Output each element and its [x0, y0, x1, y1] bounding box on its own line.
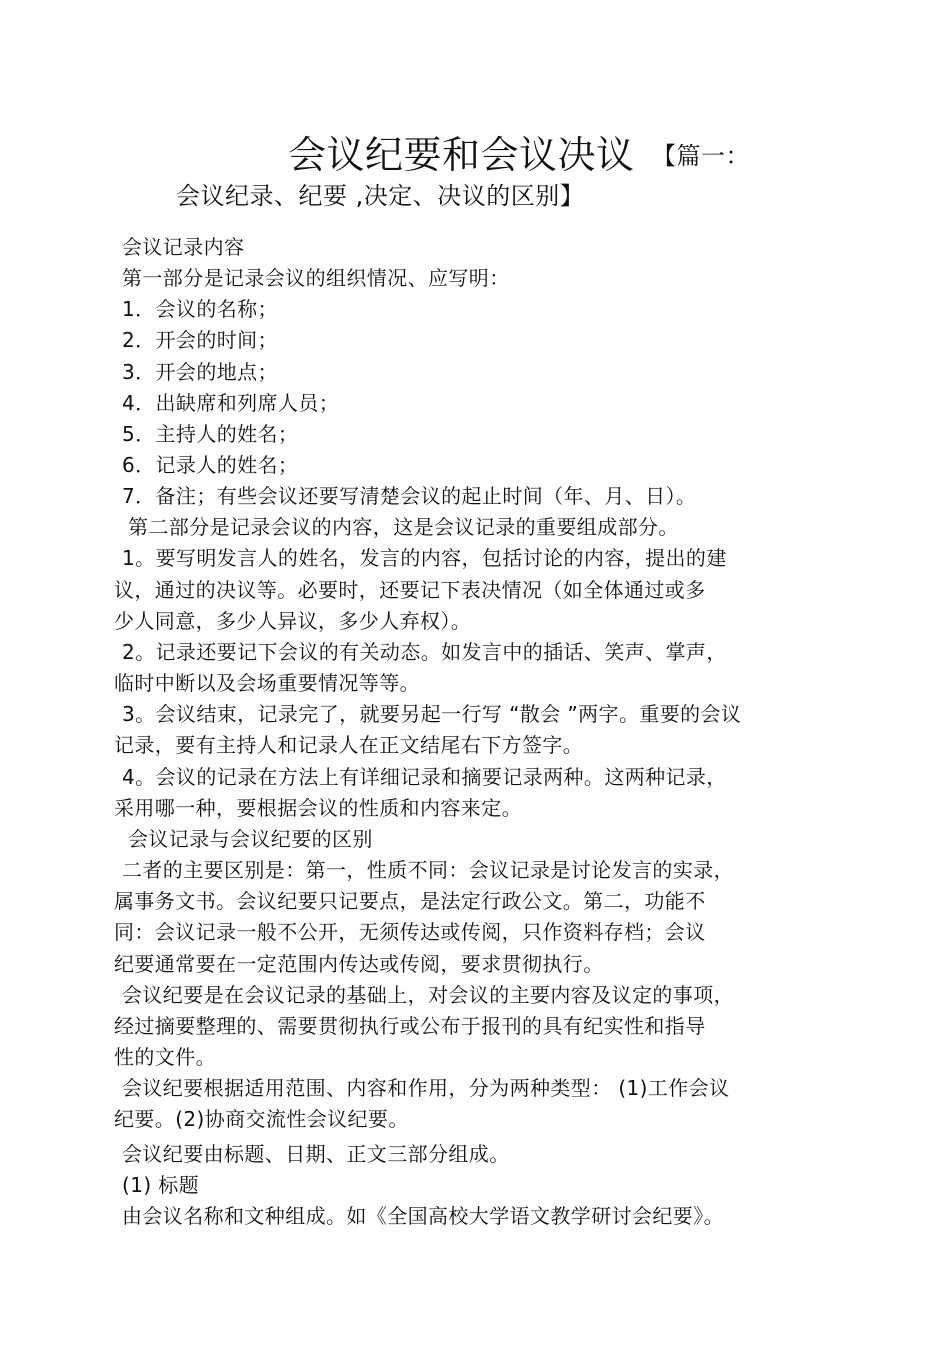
paragraph-line: 临时中断以及会场重要情况等等。 — [114, 671, 420, 695]
paragraph-line: 议，通过的决议等。必要时，还要记下表决情况（如全体通过或多 — [114, 578, 706, 602]
list-item: 3．开会的地点； — [122, 360, 278, 384]
paragraph-line: 性的文件。 — [114, 1045, 216, 1069]
paragraph-line: 第二部分是记录会议的内容，这是会议记录的重要组成部分。 — [128, 515, 679, 539]
paragraph-line: 少人同意，多少人异议，多少人弃权）。 — [114, 609, 472, 633]
paragraph-line: 4。会议的记录在方法上有详细记录和摘要记录两种。这两种记录， — [122, 765, 727, 789]
paragraph-line: 由会议名称和文种组成。如《全国高校大学语文教学研讨会纪要》。 — [122, 1204, 724, 1228]
paragraph-line: 同：会议记录一般不公开，无须传达或传阅，只作资料存档；会议 — [114, 920, 706, 944]
paragraph-line: 会议纪要由标题、日期、正文三部分组成。 — [122, 1142, 510, 1166]
paragraph-line: 纪要通常要在一定范围内传达或传阅，要求贯彻执行。 — [114, 952, 604, 976]
list-item: 7．备注；有些会议还要写清楚会议的起止时间（年、月、日）。 — [122, 484, 697, 508]
paragraph-line: 属事务文书。会议纪要只记要点，是法定行政公文。第二，功能不 — [114, 889, 706, 913]
paragraph-line: 采用哪一种，要根据会议的性质和内容来定。 — [114, 796, 522, 820]
paragraph-line: 第一部分是记录会议的组织情况、应写明： — [122, 266, 510, 290]
document-title-suffix: 【篇一： — [652, 142, 750, 170]
paragraph-line: 经过摘要整理的、需要贯彻执行或公布于报刊的具有纪实性和指导 — [114, 1014, 706, 1038]
list-item: 6．记录人的姓名； — [122, 453, 299, 477]
paragraph-line: 纪要。(2)协商交流性会议纪要。 — [114, 1107, 409, 1131]
document-title: 会议纪要和会议决议 — [288, 133, 635, 177]
paragraph-line: 二者的主要区别是：第一，性质不同：会议记录是讨论发言的实录， — [122, 858, 734, 882]
section-heading: 会议记录内容 — [122, 235, 245, 259]
document-subtitle: 会议纪录、纪要 ,决定、决议的区别】 — [176, 182, 585, 210]
paragraph-line: 1。要写明发言人的姓名，发言的内容，包括讨论的内容，提出的建 — [122, 546, 727, 570]
list-item: 4．出缺席和列席人员； — [122, 391, 340, 415]
paragraph-line: 3。会议结束，记录完了，就要另起一行写 “散会 ”两字。重要的会议 — [122, 702, 742, 726]
list-item: 5．主持人的姓名； — [122, 422, 299, 446]
paragraph-line: 会议纪要根据适用范围、内容和作用，分为两种类型： (1)工作会议 — [122, 1076, 730, 1100]
paragraph-line: 记录，要有主持人和记录人在正文结尾右下方签字。 — [114, 733, 584, 757]
list-item: 1．会议的名称； — [122, 297, 278, 321]
section-heading: 会议记录与会议纪要的区别 — [128, 827, 373, 851]
paragraph-line: 会议纪要是在会议记录的基础上，对会议的主要内容及议定的事项， — [122, 983, 734, 1007]
paragraph-line: 2。记录还要记下会议的有关动态。如发言中的插话、笑声、掌声， — [122, 640, 727, 664]
subheading: (1) 标题 — [122, 1173, 200, 1197]
list-item: 2．开会的时间； — [122, 328, 278, 352]
